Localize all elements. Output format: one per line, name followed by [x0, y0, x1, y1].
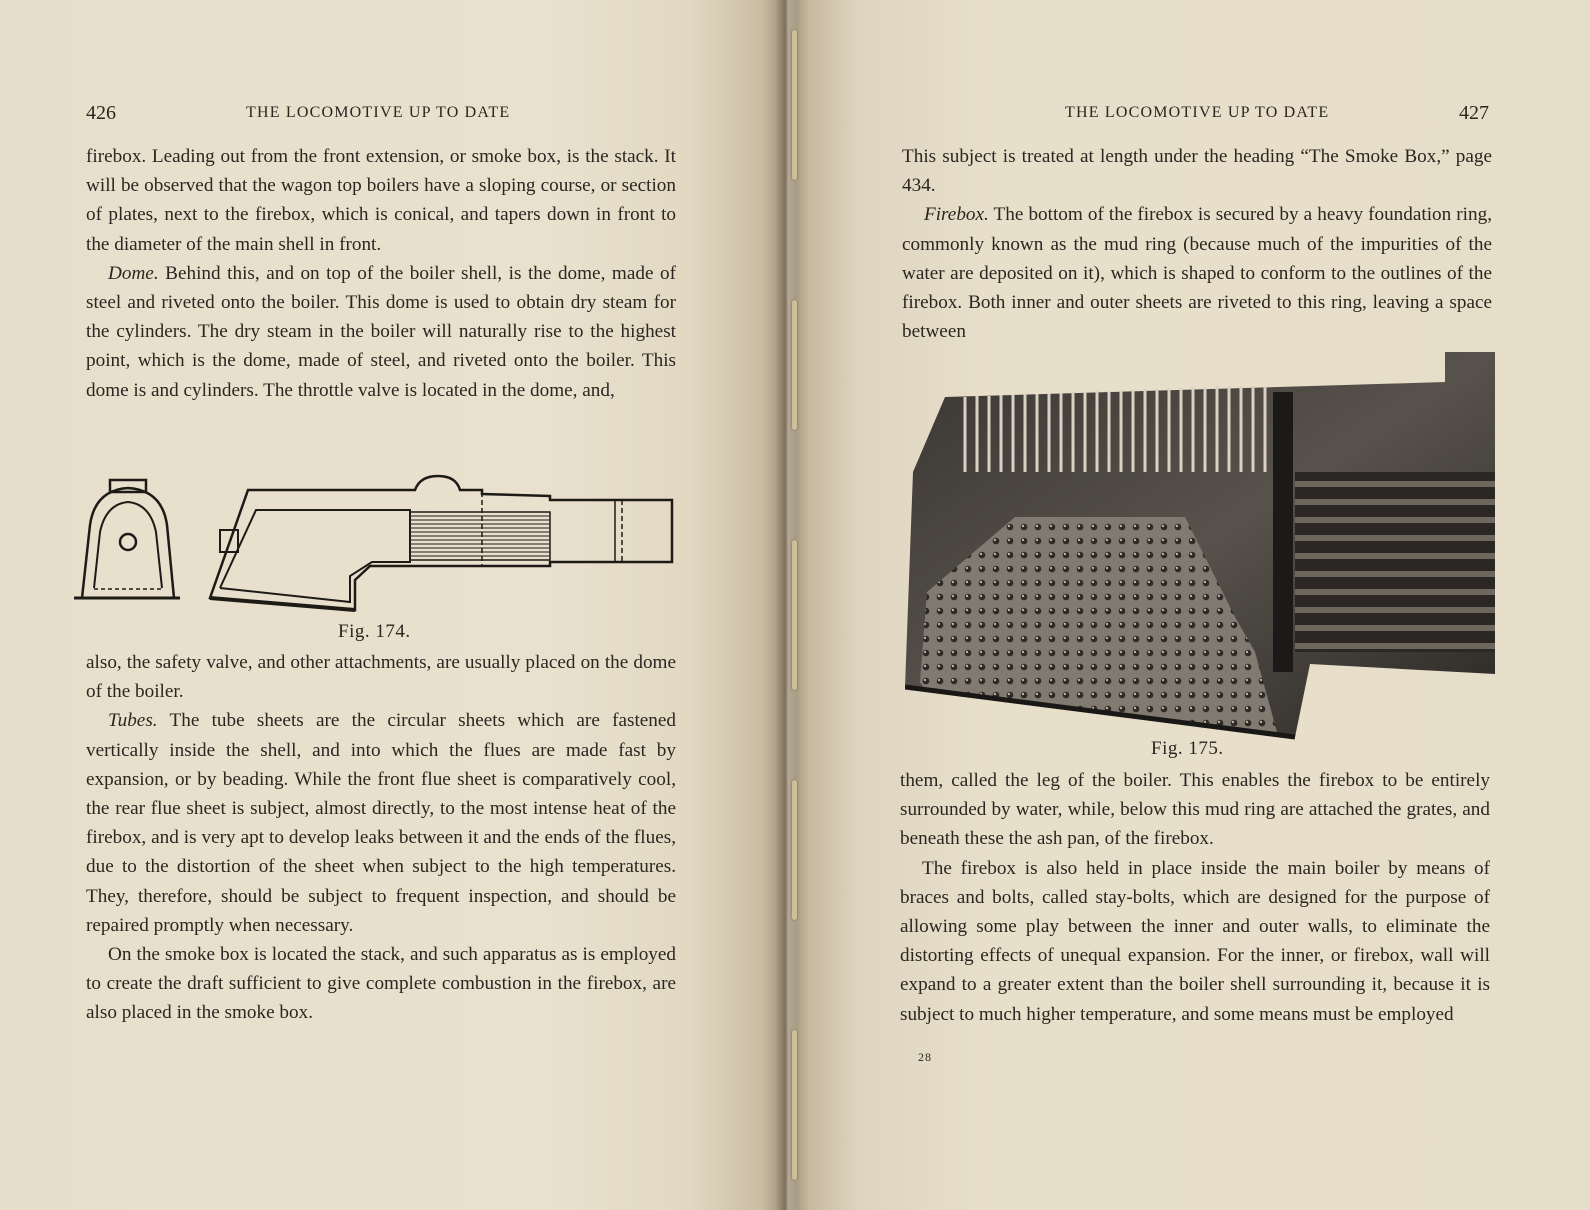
figure-174-boiler-diagram: [70, 470, 680, 620]
paragraph-firebox: [902, 200, 1492, 346]
right-page: [785, 0, 1590, 1210]
paragraph: them, called the leg of the boiler. This enables the firebox to be entirely surrounded by water, while, below this mud ring are attached the grates, and beneath these the ash pan, of the firebox.: [900, 770, 1490, 850]
left-page: [0, 0, 785, 1210]
right-text-bottom: [900, 766, 1490, 1029]
page-number: 426: [86, 102, 116, 124]
paragraph: also, the safety valve, and other attachments, are usually placed on the dome of the boiler.: [86, 652, 676, 703]
firebox-text: The bottom of the firebox is secured by a heavy foundation ring, commonly known as the mud ring (because much of the impurities of the water are deposited on it), which is shaped to conform to the outlines of the firebox. Both inner and outer sheets are riveted to this ring, leaving a space between: [902, 204, 1492, 343]
running-head-title: THE LOCOMOTIVE UP TO DATE: [1065, 104, 1330, 121]
binding-thread: [792, 1030, 797, 1180]
left-text-top: [86, 142, 676, 405]
paragraph: firebox. Leading out from the front extension, or smoke box, is the stack. It will be observed that the wagon top boilers have a sloping course, or section of plates, next to the firebox, which is conical, and tapers down in front to the diameter of the main shell in front.: [86, 146, 676, 255]
paragraph: On the smoke box is located the stack, and such apparatus as is employed to create the draft sufficient to give complete combustion in the firebox, are also placed in the smoke box.: [86, 944, 676, 1024]
binding-thread: [792, 30, 797, 180]
section-heading-firebox: Firebox.: [924, 204, 989, 226]
signature-mark: 28: [918, 1050, 932, 1064]
boiler-side-view: [210, 476, 672, 610]
section-heading-tubes: Tubes.: [108, 710, 158, 732]
figure-174-caption: Fig. 174.: [338, 621, 411, 642]
paragraph-dome: [86, 259, 676, 405]
dome-text: Behind this, and on top of the boiler shell, is the dome, made of steel and riveted onto the boiler. This dome is used to obtain dry steam for the cylinders. The dry steam in the boiler will naturally rise to the highest point, which is the dome, made of steel, and riveted onto the boiler. This dome is and cylinders. The throttle valve is located in the dome, and,: [86, 262, 676, 401]
left-running-head: [86, 102, 678, 125]
figure-175-firebox-photo: [905, 352, 1495, 742]
paragraph: This subject is treated at length under the heading “The Smoke Box,” page 434.: [902, 146, 1492, 197]
tubes-text: The tube sheets are the circular sheets which are fastened vertically inside the shell, and into which the flues are made fast by expansion, or by beading. While the front flue sheet is comparatively cool, the rear flue sheet is subject, almost directly, to the most intense heat of the firebox, and is very apt to develop leaks between it and the ends of the flues, due to the distortion of the sheet when subject to the high temperatures. They, therefore, should be subject to frequent inspection, and should be repaired promptly when necessary.: [86, 710, 676, 936]
binding-thread: [792, 540, 797, 690]
paragraph: The firebox is also held in place inside the main boiler by means of braces and bolts, called stay-bolts, which are designed for the purpose of allowing some play between the inner and outer walls, to eliminate the distorting effects of unequal expansion. For the inner, or firebox, wall will expand to a greater extent than the boiler shell surrounding it, because it is subject to much higher temperature, and some means must be employed: [900, 857, 1490, 1025]
boiler-tubes: [410, 516, 550, 556]
left-text-bottom: [86, 648, 676, 1028]
section-heading-dome: Dome.: [108, 262, 159, 284]
right-text-top: [902, 142, 1492, 346]
running-head-title: THE LOCOMOTIVE UP TO DATE: [246, 104, 511, 121]
page-number: 427: [1459, 102, 1489, 124]
figure-175-caption: Fig. 175.: [1151, 738, 1224, 759]
binding-thread: [792, 780, 797, 920]
binding-thread: [792, 300, 797, 430]
paragraph-tubes: [86, 706, 676, 940]
dome-end-view: [74, 480, 180, 598]
